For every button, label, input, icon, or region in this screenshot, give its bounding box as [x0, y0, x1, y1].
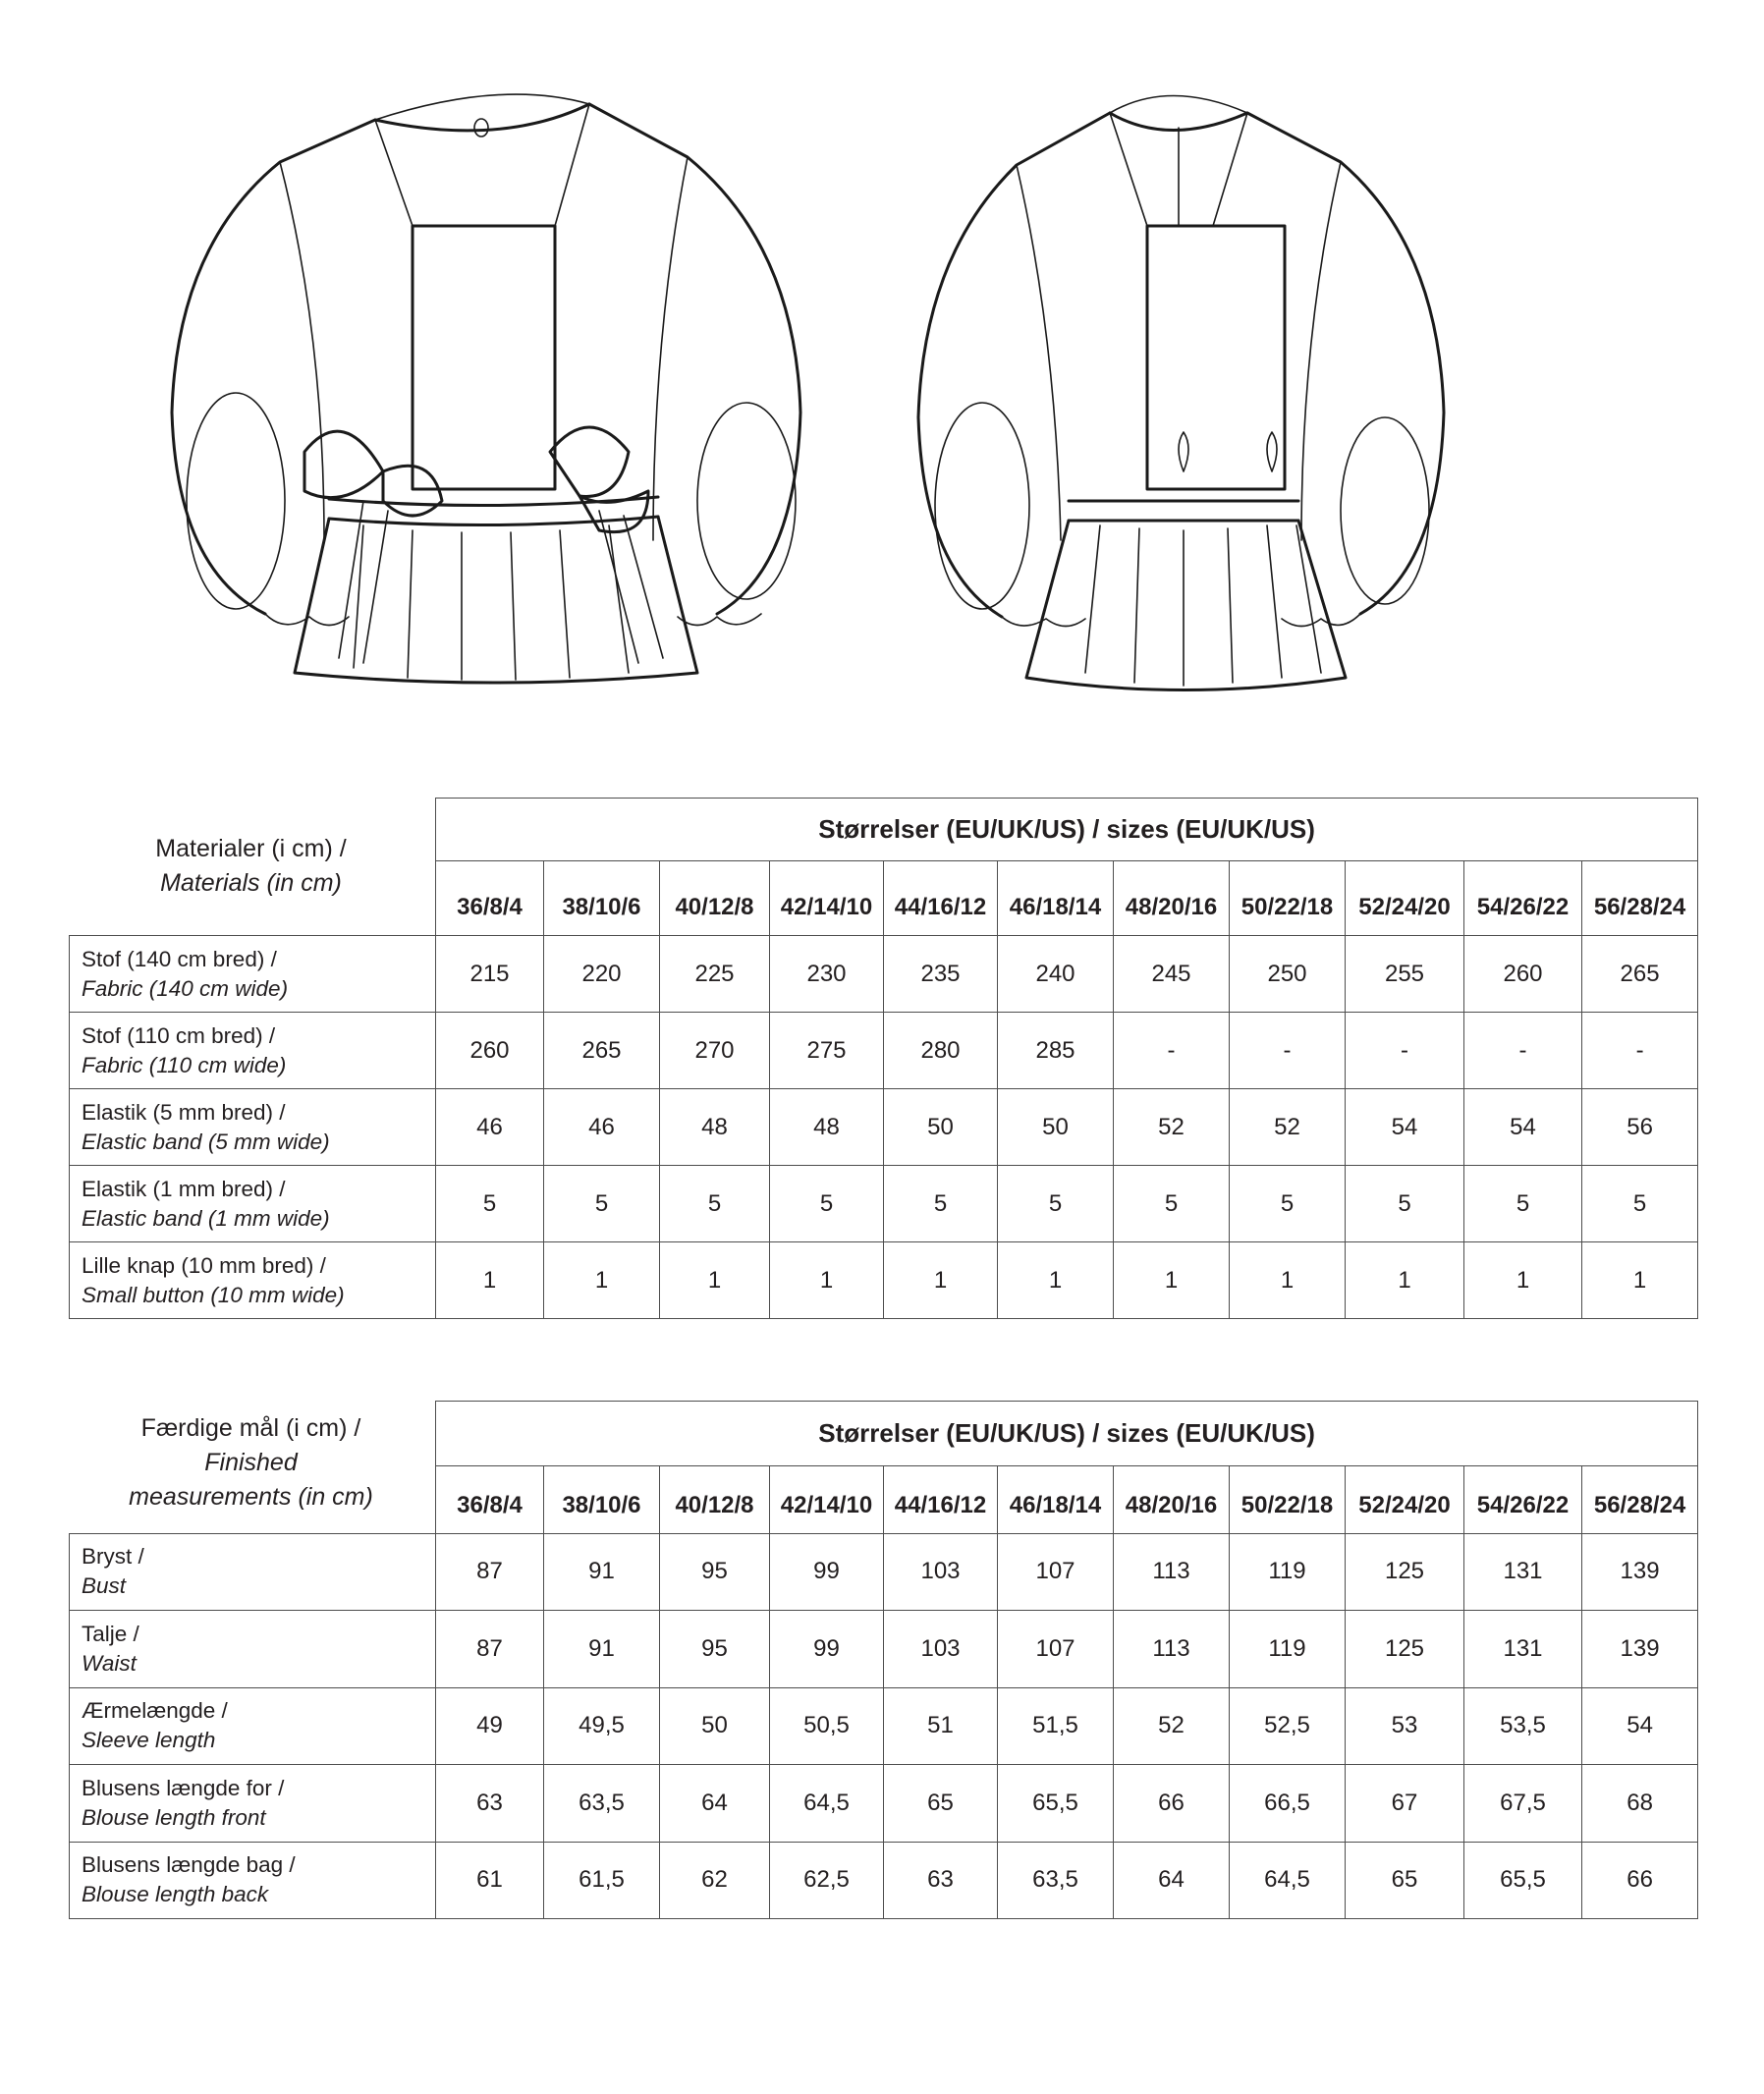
table-cell: 103	[884, 1533, 998, 1610]
materials-table	[69, 798, 1698, 1319]
table-cell: 285	[998, 1013, 1114, 1089]
table-cell: 107	[998, 1533, 1114, 1610]
materials-sizes-header: Størrelser (EU/UK/US) / sizes (EU/UK/US)	[436, 799, 1698, 861]
table-cell: 48	[770, 1089, 884, 1166]
table-cell: 119	[1230, 1611, 1346, 1687]
measurements-section	[69, 1401, 1697, 1919]
table-cell: 260	[436, 1013, 544, 1089]
row-label	[70, 1611, 436, 1687]
table-row	[70, 1089, 1698, 1166]
table-cell: 5	[1582, 1166, 1698, 1242]
table-cell: 63	[436, 1765, 544, 1842]
row-label-en: Blouse length front	[82, 1804, 266, 1830]
measurements-sizes-header: Størrelser (EU/UK/US) / sizes (EU/UK/US)	[436, 1402, 1698, 1466]
table-cell: 65	[1346, 1842, 1464, 1919]
table-cell: 66,5	[1230, 1765, 1346, 1842]
table-cell: 113	[1114, 1611, 1230, 1687]
table-row	[70, 1242, 1698, 1319]
table-cell: 240	[998, 936, 1114, 1013]
measurements-table	[69, 1401, 1698, 1919]
size-header: 36/8/4	[436, 1466, 544, 1533]
row-label	[70, 936, 436, 1013]
row-label-en: Bust	[82, 1573, 127, 1599]
size-header: 38/10/6	[544, 861, 660, 936]
table-cell: 1	[660, 1242, 770, 1319]
table-cell: 225	[660, 936, 770, 1013]
table-cell: 91	[544, 1533, 660, 1610]
table-cell: 53	[1346, 1687, 1464, 1764]
table-cell: 99	[770, 1533, 884, 1610]
table-cell: 113	[1114, 1533, 1230, 1610]
table-cell: 5	[770, 1166, 884, 1242]
table-cell: 107	[998, 1611, 1114, 1687]
table-cell: 67	[1346, 1765, 1464, 1842]
table-cell: 67,5	[1464, 1765, 1582, 1842]
row-label-da: Blusens længde for /	[82, 1775, 285, 1800]
table-cell: 68	[1582, 1765, 1698, 1842]
table-cell: 66	[1114, 1765, 1230, 1842]
table-cell: 265	[1582, 936, 1698, 1013]
size-header: 50/22/18	[1230, 1466, 1346, 1533]
row-label-en: Elastic band (1 mm wide)	[82, 1205, 330, 1231]
table-cell: 95	[660, 1533, 770, 1610]
table-cell: 63,5	[998, 1842, 1114, 1919]
table-cell: 49,5	[544, 1687, 660, 1764]
table-cell: 1	[998, 1242, 1114, 1319]
table-cell: 50	[884, 1089, 998, 1166]
row-label	[70, 1765, 436, 1842]
table-cell: 56	[1582, 1089, 1698, 1166]
table-cell: 54	[1346, 1089, 1464, 1166]
table-row	[70, 1842, 1698, 1919]
table-cell: 230	[770, 936, 884, 1013]
size-header: 54/26/22	[1464, 1466, 1582, 1533]
size-header: 48/20/16	[1114, 1466, 1230, 1533]
table-row	[70, 1687, 1698, 1764]
row-label-da: Lille knap (10 mm bred) /	[82, 1252, 326, 1278]
table-cell: 131	[1464, 1611, 1582, 1687]
table-cell: 1	[1230, 1242, 1346, 1319]
table-cell: 260	[1464, 936, 1582, 1013]
table-cell: 66	[1582, 1842, 1698, 1919]
blouse-flat-sketch	[118, 79, 1630, 746]
table-cell: 50	[998, 1089, 1114, 1166]
table-cell: 275	[770, 1013, 884, 1089]
table-cell: 52,5	[1230, 1687, 1346, 1764]
row-label-en: Small button (10 mm wide)	[82, 1282, 345, 1307]
size-header: 52/24/20	[1346, 861, 1464, 936]
measurements-caption-da: Færdige mål (i cm) /	[140, 1413, 361, 1442]
table-cell: 1	[436, 1242, 544, 1319]
row-label-da: Bryst /	[82, 1544, 144, 1570]
size-header: 52/24/20	[1346, 1466, 1464, 1533]
size-header: 40/12/8	[660, 1466, 770, 1533]
table-cell: -	[1346, 1013, 1464, 1089]
table-cell: -	[1114, 1013, 1230, 1089]
table-cell: 64	[660, 1765, 770, 1842]
table-cell: 62	[660, 1842, 770, 1919]
table-cell: 235	[884, 936, 998, 1013]
table-cell: 52	[1114, 1687, 1230, 1764]
table-cell: 91	[544, 1611, 660, 1687]
row-label	[70, 1687, 436, 1764]
measurements-caption-en-1: Finished	[204, 1448, 298, 1476]
row-label-en: Fabric (110 cm wide)	[82, 1052, 287, 1077]
row-label	[70, 1013, 436, 1089]
table-row	[70, 1533, 1698, 1610]
table-cell: 61	[436, 1842, 544, 1919]
blouse-back-view	[918, 96, 1444, 690]
materials-caption	[70, 832, 433, 901]
table-cell: 131	[1464, 1533, 1582, 1610]
row-label-en: Waist	[82, 1650, 137, 1676]
table-cell: 65,5	[998, 1765, 1114, 1842]
size-header: 38/10/6	[544, 1466, 660, 1533]
size-header: 42/14/10	[770, 1466, 884, 1533]
table-cell: 125	[1346, 1611, 1464, 1687]
row-label	[70, 1089, 436, 1166]
table-cell: 50,5	[770, 1687, 884, 1764]
row-label-en: Blouse length back	[82, 1882, 269, 1907]
table-cell: 265	[544, 1013, 660, 1089]
table-row	[70, 1013, 1698, 1089]
size-header: 56/28/24	[1582, 861, 1698, 936]
table-cell: 245	[1114, 936, 1230, 1013]
materials-section	[69, 798, 1697, 1313]
table-cell: 62,5	[770, 1842, 884, 1919]
table-cell: 1	[1346, 1242, 1464, 1319]
row-label-da: Blusens længde bag /	[82, 1852, 296, 1878]
garment-technical-drawing	[118, 79, 1630, 746]
table-cell: 63,5	[544, 1765, 660, 1842]
table-cell: 52	[1230, 1089, 1346, 1166]
row-label-da: Elastik (5 mm bred) /	[82, 1099, 286, 1125]
table-cell: 139	[1582, 1533, 1698, 1610]
table-cell: 215	[436, 936, 544, 1013]
table-cell: 63	[884, 1842, 998, 1919]
table-cell: 48	[660, 1089, 770, 1166]
table-cell: 95	[660, 1611, 770, 1687]
size-header: 44/16/12	[884, 861, 998, 936]
table-cell: 1	[884, 1242, 998, 1319]
table-cell: 5	[998, 1166, 1114, 1242]
table-cell: 87	[436, 1611, 544, 1687]
row-label-da: Talje /	[82, 1621, 139, 1646]
row-label-da: Ærmelængde /	[82, 1698, 228, 1724]
blouse-front-view	[172, 94, 800, 683]
table-cell: 1	[770, 1242, 884, 1319]
materials-caption-cell	[70, 799, 436, 936]
row-label-en: Sleeve length	[82, 1728, 216, 1753]
table-cell: 1	[1464, 1242, 1582, 1319]
table-cell: 65,5	[1464, 1842, 1582, 1919]
size-header: 46/18/14	[998, 861, 1114, 936]
row-label-da: Stof (140 cm bred) /	[82, 946, 277, 971]
table-cell: 1	[1114, 1242, 1230, 1319]
table-cell: 280	[884, 1013, 998, 1089]
row-label	[70, 1242, 436, 1319]
table-cell: 255	[1346, 936, 1464, 1013]
size-header: 56/28/24	[1582, 1466, 1698, 1533]
size-header: 48/20/16	[1114, 861, 1230, 936]
materials-caption-en: Materials (in cm)	[160, 869, 342, 898]
table-cell: -	[1230, 1013, 1346, 1089]
table-row	[70, 936, 1698, 1013]
table-row	[70, 1611, 1698, 1687]
size-header: 44/16/12	[884, 1466, 998, 1533]
measurements-caption	[70, 1411, 433, 1515]
row-label	[70, 1842, 436, 1919]
table-cell: 5	[884, 1166, 998, 1242]
table-row	[70, 1166, 1698, 1242]
table-cell: 270	[660, 1013, 770, 1089]
table-cell: 53,5	[1464, 1687, 1582, 1764]
size-header: 50/22/18	[1230, 861, 1346, 936]
row-label-en: Elastic band (5 mm wide)	[82, 1129, 330, 1154]
size-header: 46/18/14	[998, 1466, 1114, 1533]
table-cell: 99	[770, 1611, 884, 1687]
size-header: 40/12/8	[660, 861, 770, 936]
table-cell: 5	[544, 1166, 660, 1242]
size-header: 36/8/4	[436, 861, 544, 936]
table-cell: 52	[1114, 1089, 1230, 1166]
table-cell: 5	[1230, 1166, 1346, 1242]
table-cell: 87	[436, 1533, 544, 1610]
table-cell: 64	[1114, 1842, 1230, 1919]
table-cell: -	[1582, 1013, 1698, 1089]
table-cell: 5	[1346, 1166, 1464, 1242]
row-label	[70, 1533, 436, 1610]
table-cell: 54	[1464, 1089, 1582, 1166]
table-cell: 5	[1464, 1166, 1582, 1242]
table-cell: 220	[544, 936, 660, 1013]
table-cell: 125	[1346, 1533, 1464, 1610]
table-cell: 61,5	[544, 1842, 660, 1919]
table-cell: 64,5	[770, 1765, 884, 1842]
table-cell: 5	[660, 1166, 770, 1242]
table-cell: 1	[544, 1242, 660, 1319]
table-cell: 65	[884, 1765, 998, 1842]
row-label-da: Elastik (1 mm bred) /	[82, 1176, 286, 1201]
table-cell: 5	[436, 1166, 544, 1242]
row-label	[70, 1166, 436, 1242]
table-cell: 103	[884, 1611, 998, 1687]
table-cell: 51,5	[998, 1687, 1114, 1764]
table-cell: -	[1464, 1013, 1582, 1089]
size-header: 42/14/10	[770, 861, 884, 936]
table-cell: 5	[1114, 1166, 1230, 1242]
table-cell: 51	[884, 1687, 998, 1764]
table-cell: 46	[544, 1089, 660, 1166]
table-cell: 54	[1582, 1687, 1698, 1764]
materials-caption-da: Materialer (i cm) /	[155, 835, 347, 863]
table-cell: 50	[660, 1687, 770, 1764]
size-header: 54/26/22	[1464, 861, 1582, 936]
table-cell: 64,5	[1230, 1842, 1346, 1919]
table-cell: 250	[1230, 936, 1346, 1013]
table-cell: 139	[1582, 1611, 1698, 1687]
table-cell: 46	[436, 1089, 544, 1166]
table-cell: 119	[1230, 1533, 1346, 1610]
table-cell: 49	[436, 1687, 544, 1764]
measurements-caption-cell	[70, 1402, 436, 1534]
row-label-da: Stof (110 cm bred) /	[82, 1022, 276, 1048]
measurements-caption-en-2: measurements (in cm)	[129, 1482, 373, 1511]
table-row	[70, 1765, 1698, 1842]
table-cell: 1	[1582, 1242, 1698, 1319]
row-label-en: Fabric (140 cm wide)	[82, 975, 289, 1001]
